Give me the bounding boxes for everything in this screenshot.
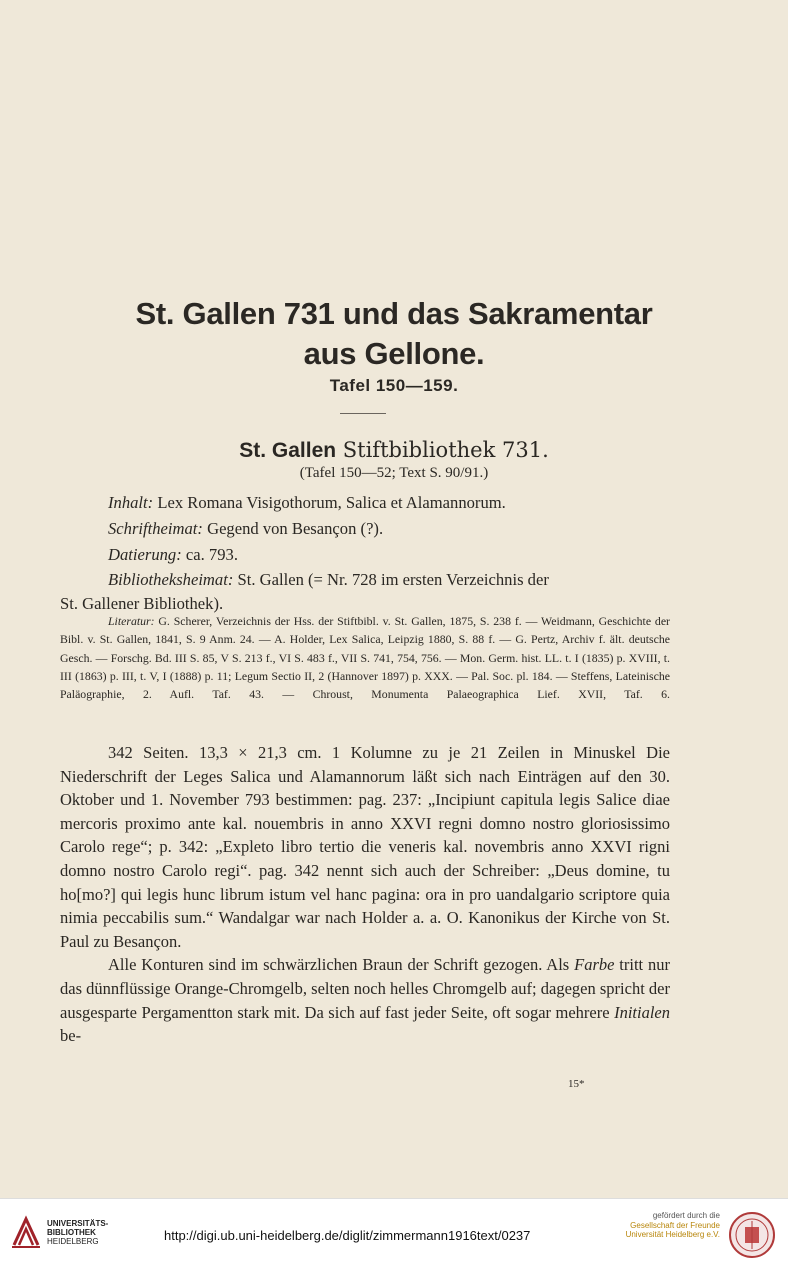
heading-sub: (Tafel 150—52; Text S. 90/91.): [299, 465, 489, 481]
signature-mark: 15*: [568, 1078, 585, 1090]
body-text: [60, 741, 670, 1048]
title-line-1: St. Gallen 731 und das Sakramentar: [135, 296, 653, 331]
bib-label: Bibliotheksheimat:: [108, 570, 234, 589]
inhalt-value: Lex Romana Visigothorum, Salica et Alamannorum.: [153, 493, 506, 512]
lib-line-2: BIBLIOTHEK: [47, 1228, 96, 1237]
section-heading: [0, 438, 788, 463]
sponsor-line-2: Gesellschaft der Freunde: [630, 1220, 720, 1230]
literatur-label: Literatur:: [108, 614, 155, 628]
paragraph-1: 342 Seiten. 13,3 × 21,3 cm. 1 Kolumne zu je 21 Zeilen in Minuskel Die Niederschrift der Leges Salica und Alamannorum läßt sich nach Einträgen auf den 30. Oktober und 1. November 793 bestimmen: pag. 237: „Incipiunt capitula legis Salice diae mercoris proximo ante kal. nouembris in anno XXVI regni domno nostro gloriosissimo Carolo rege“; p. 342: „Expleto libro tertio die veneris kal. novembris anno XXVI rigni domno nostro Carolo regi“. pag. 342 nennt sich auch der Schreiber: „Deus domine, tu ho[mo?] qui legis hunc librum istum vel hanc pagina: ora in pro uandalgario scriptore quia nimia peccabilis sum.“ Wandalgar war nach Holder a. a. O. Kanonikus der Kirche von St. Paul zu Besançon.: [60, 743, 670, 951]
literatur-text: G. Scherer, Verzeichnis der Hss. der Stiftbibl. v. St. Gallen, 1875, S. 238 f. — Weidmann, Geschichte der Bibl. v. St. Gallen, 1841, S. 9 Anm. 24. — A. Holder, Lex Salica, Leipzig 1880, S. 88 f. — G. Pertz, Archiv f. ält. deutsche Gesch. — Forschg. Bd. III S. 85, V S. 213 f., VI S. 483 f., VII S. 741, 754, 756. — Mon. Germ. hist. LL. t. I (1835) p. XVIII, t. III (1863) p. III, t. V, I (1888) p. 11; Legum Sectio II, 2 (Hannover 1897) p. XXX. — Pal. Soc. pl. 184. — Steffens, Lateinische Paläographie, 2. Aufl. Taf. 43. — Chroust, Monumenta Palaeographica Lief. XVII, Taf. 6.: [60, 614, 670, 702]
literatur-block: [60, 612, 670, 703]
tafel-range: Tafel 150—159.: [329, 376, 459, 395]
para2-a: Alle Konturen sind im schwärzlichen Braun der Schrift gezogen. Als: [108, 955, 575, 975]
footer-bar: [0, 1198, 788, 1265]
meta-bibliotheksheimat: [60, 568, 670, 616]
meta-inhalt: [60, 491, 670, 515]
bib-value-1: St. Gallen (= Nr. 728 im ersten Verzeichnis der: [233, 570, 549, 589]
sponsor-text: [602, 1211, 720, 1240]
inhalt-label: Inhalt:: [108, 493, 154, 512]
sponsor-line-3: Universität Heidelberg e.V.: [625, 1230, 720, 1239]
paragraph-2: [60, 953, 670, 1047]
para2-farbe: Farbe: [574, 955, 615, 975]
para2-c: be-: [60, 1026, 82, 1046]
schrift-value: Gegend von Besançon (?).: [202, 519, 384, 538]
university-seal-icon: [728, 1211, 776, 1259]
library-logo-icon: [10, 1215, 42, 1251]
para2-initialen: Initialen: [614, 1002, 670, 1022]
datierung-value: ca. 793.: [181, 545, 238, 564]
permalink-url[interactable]: http://digi.ub.uni-heidelberg.de/diglit/zimmermann1916text/0237: [164, 1228, 531, 1243]
meta-schriftheimat: [60, 517, 670, 541]
sponsor-line-1: gefördert durch die: [652, 1211, 720, 1220]
datierung-label: Datierung:: [108, 545, 182, 564]
para2-b: tritt nur das dünnflüssige Orange-Chromgelb, selten noch helles Chromgelb auf; dagegen spricht der ausgesparte Pergamentton stark mit. Da sich auf fast jeder Seite, oft sogar mehrere: [60, 955, 670, 1022]
lib-line-1: UNIVERSITÄTS-: [47, 1219, 109, 1228]
heading-bold: St. Gallen: [239, 439, 337, 462]
bib-value-2: St. Gallener Bibliothek).: [60, 594, 224, 613]
meta-datierung: [60, 543, 670, 567]
lib-line-3: HEIDELBERG: [47, 1237, 99, 1246]
heading-rest: Stiftbibliothek 731.: [336, 438, 549, 462]
divider-rule: [340, 413, 386, 414]
library-name: [47, 1219, 108, 1246]
title-line-2: aus Gellone.: [303, 336, 485, 371]
schrift-label: Schriftheimat:: [108, 519, 203, 538]
